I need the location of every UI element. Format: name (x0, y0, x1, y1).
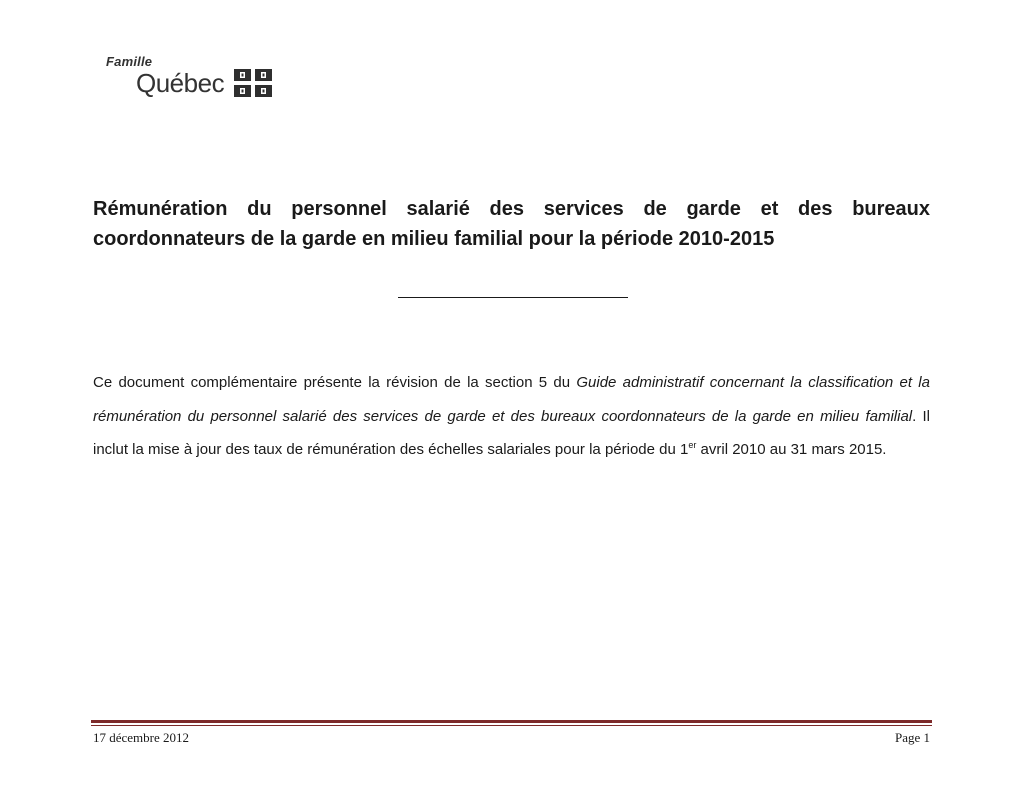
document-title: Rémunération du personnel salarié des services de garde et des bureaux coordonnateurs de la garde en milieu familial pour la période 2010-2015 (93, 198, 930, 250)
body-after-title: . Il inclut la mise à jour des taux de rémunération des échelles salariales pour la période du 1 (93, 407, 930, 458)
ordinal-superscript: er (688, 440, 697, 450)
body-intro: Ce document complémentaire présente la révision de la section 5 du (93, 374, 577, 391)
logo-quebec-text: Québec (136, 68, 225, 98)
footer-date: 17 décembre 2012 (93, 730, 190, 745)
guide-title: Guide administratif concernant la classification et la rémunération du personnel salarié des services de garde et des bureaux coordonnateurs de la garde en milieu familial (93, 374, 930, 425)
footer-divider-thin (91, 725, 932, 726)
footer-divider-thick (91, 720, 932, 723)
quebec-flag-icon (234, 69, 272, 97)
footer-page-number: Page 1 (894, 730, 930, 745)
document-body-paragraph (93, 366, 930, 467)
body-ending: avril 2010 au 31 mars 2015. (696, 441, 887, 458)
title-separator-line (398, 297, 628, 298)
separator-text (398, 298, 399, 299)
famille-quebec-logo (104, 54, 279, 102)
logo-famille-text: Famille (106, 54, 153, 69)
